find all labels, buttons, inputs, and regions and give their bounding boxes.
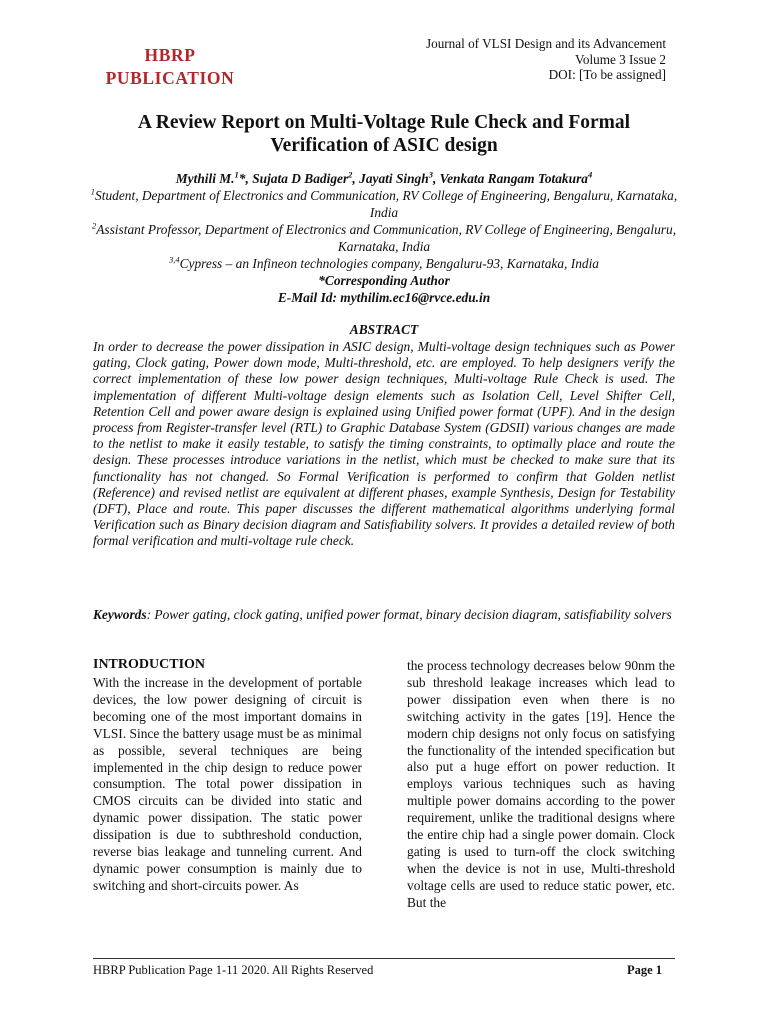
keywords: [93, 607, 675, 623]
introduction-right-column: the process technology decreases below 90nm the sub threshold leakage increases which lead to power dissipation even when there is no switching activity in the gates [19]. Hence the modern chip designs not only focus on satisfying the functionality of the intended specification but also put a huge effort on power reduction. It employs various techniques such as having multiple power domains according to the power requirement, unlike the traditional designs where the entire chip had a single power domain. Clock gating is used to turn-off the clock switching when the device is not in use, Multi-threshold voltage cells are used to reduce static power, etc. But the: [407, 658, 675, 910]
author: Sujata D Badiger$^2$,: [252, 169, 360, 186]
abstract-heading: ABSTRACT: [349, 322, 419, 337]
paper-title: [90, 111, 678, 157]
author: Jayati Singh$^3$,: [359, 169, 440, 186]
title-line-1: A Review Report on Multi-Voltage Rule Check and Formal: [137, 112, 631, 133]
corresponding-author: *Corresponding Author: [318, 273, 450, 288]
footer-copyright: HBRP Publication Page 1-11 2020. All Rights Reserved: [93, 963, 374, 977]
keywords-label: Keywords: [93, 607, 147, 622]
page-number: Page 1: [626, 963, 662, 977]
author: Mythili M.$^1$*,: [175, 169, 253, 186]
affiliation: $^1$Student, Department of Electronics and Communication, RV College of Engineering, Bengaluru, Karnataka, India: [90, 186, 678, 220]
author-list: [90, 170, 678, 187]
author-email: E-Mail Id: mythilim.ec16@rvce.edu.in: [277, 290, 491, 305]
journal-info: [426, 36, 666, 83]
introduction-left-column: With the increase in the development of portable devices, the low power designing of circuit is becoming one of the most important domains in VLSI. Since the battery usage must be as minimal as possible, several techniques are being implemented in the chip design to reduce power consumption. The total power dissipation in CMOS circuits can be divided into static and dynamic power dissipation. The static power dissipation is due to subthreshold conduction, reverse bias leakage and tunneling current. And dynamic power consumption is mainly due to switching and short-circuits power. As: [93, 675, 362, 893]
introduction-heading: INTRODUCTION: [93, 657, 206, 672]
title-line-2: Verification of ASIC design: [270, 135, 498, 156]
affiliation: $^2$Assistant Professor, Department of Electronics and Communication, RV College of Engineering, Bengaluru, Karnataka, India: [91, 220, 677, 254]
author: Venkata Rangam Totakura$^4$: [439, 169, 593, 186]
doi: DOI: [To be assigned]: [548, 67, 666, 82]
abstract-text: In order to decrease the power dissipation in ASIC design, Multi-voltage design techniques such as Power gating, Clock gating, Power down mode, Multi-threshold, etc. are employed. To help designers verify the correct implementation of these low power design techniques, Multi-voltage Rule Check is used. The implementation of different Multi-voltage design elements such as Isolation Cell, Level Shifter Cell, Retention Cell and power aware design is explained using Unified power format (UPF). And in the design process from Register-transfer level (RTL) to Graphic Database System (GDSII) various changes are made to the netlist to make it easily testable, to satisfy the timing constraints, to optimally place and route the design. These processes introduce variations in the netlist, which must be checked to make sure that its functionality has not changed. So Formal Verification is performed to confirm that Golden netlist (Reference) and revised netlist are equivalent at different phases, example Synthesis, Design for Testability (DFT), Place and route. This paper discusses the different mathematical algorithms underlying formal Verification such as Binary decision diagram and Satisfiability solvers. It provides a detailed review of both formal verification and multi-voltage rule check.: [93, 339, 675, 549]
author-block: [90, 170, 678, 306]
logo-line-1: HBRP: [144, 45, 196, 65]
journal-name: Journal of VLSI Design and its Advancement: [425, 36, 666, 51]
logo-line-2: PUBLICATION: [105, 68, 235, 88]
footer-divider: [93, 958, 675, 959]
keywords-text: : Power gating, clock gating, unified power format, binary decision diagram, satisfiability solvers: [146, 607, 672, 622]
publisher-logo: [96, 44, 244, 90]
affiliation: $^{3,4}$Cypress – an Infineon technologies company, Bengaluru-93, Karnataka, India: [168, 254, 600, 271]
volume-issue: Volume 3 Issue 2: [575, 51, 666, 67]
